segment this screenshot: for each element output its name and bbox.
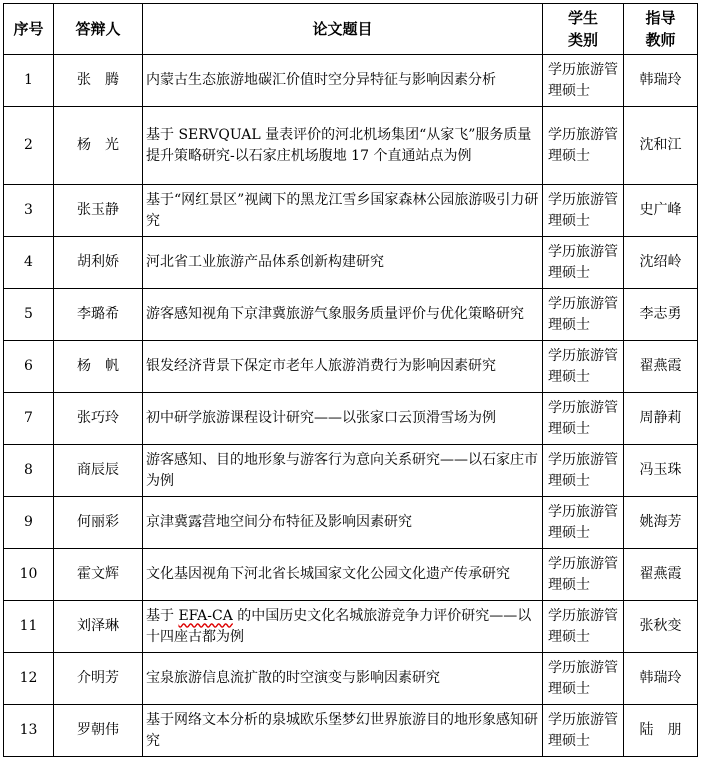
header-student-type: 学生 类别: [543, 4, 624, 55]
table-row: [4, 601, 698, 653]
header-advisor: 指导 教师: [624, 4, 698, 55]
row-index: 8: [4, 445, 54, 497]
title-prefix: 基于: [146, 607, 179, 624]
row-title: 银发经济背景下保定市老年人旅游消费行为影响因素研究: [143, 341, 543, 393]
row-advisor: 韩瑞玲: [624, 653, 698, 705]
title-suffix: 量表评价的河北机场集团“从家飞”服务质量提升策略研究-以石家庄机场腹地 17 个直通站点为例: [146, 126, 532, 164]
title-suffix: 的中国历史文化名城旅游竞争力评价研究——以十四座古都为例: [146, 607, 532, 645]
row-student-type: 学历旅游管理硕士: [543, 653, 624, 705]
row-index: 3: [4, 185, 54, 237]
row-index: 9: [4, 497, 54, 549]
row-advisor: 沈和江: [624, 107, 698, 185]
row-index: 12: [4, 653, 54, 705]
table-row: [4, 185, 698, 237]
row-defender: 何丽彩: [54, 497, 143, 549]
table-row: [4, 55, 698, 107]
table-row: [4, 393, 698, 445]
row-index: 10: [4, 549, 54, 601]
row-student-type: 学历旅游管理硕士: [543, 289, 624, 341]
table-row: [4, 653, 698, 705]
row-advisor: 翟燕霞: [624, 549, 698, 601]
row-advisor: 姚海芳: [624, 497, 698, 549]
row-defender: 商辰辰: [54, 445, 143, 497]
row-title: 文化基因视角下河北省长城国家文化公园文化遗产传承研究: [143, 549, 543, 601]
row-title: [143, 601, 543, 653]
table-row: [4, 237, 698, 289]
row-title: 游客感知视角下京津冀旅游气象服务质量评价与优化策略研究: [143, 289, 543, 341]
row-advisor: 翟燕霞: [624, 341, 698, 393]
row-student-type: 学历旅游管理硕士: [543, 107, 624, 185]
row-advisor: 周静莉: [624, 393, 698, 445]
row-title: 京津冀露营地空间分布特征及影响因素研究: [143, 497, 543, 549]
row-advisor: 史广峰: [624, 185, 698, 237]
header-defender: 答辩人: [54, 4, 143, 55]
row-student-type: 学历旅游管理硕士: [543, 185, 624, 237]
row-title: 初中研学旅游课程设计研究——以张家口云顶滑雪场为例: [143, 393, 543, 445]
row-student-type: 学历旅游管理硕士: [543, 497, 624, 549]
row-advisor: 韩瑞玲: [624, 55, 698, 107]
row-defender: 杨 帆: [54, 341, 143, 393]
table-row: [4, 549, 698, 601]
table-row: [4, 107, 698, 185]
row-defender: 李璐希: [54, 289, 143, 341]
row-index: 2: [4, 107, 54, 185]
row-title: 基于“网红景区”视阈下的黑龙江雪乡国家森林公园旅游吸引力研究: [143, 185, 543, 237]
row-student-type: 学历旅游管理硕士: [543, 237, 624, 289]
row-title: [143, 107, 543, 185]
row-index: 11: [4, 601, 54, 653]
row-student-type: 学历旅游管理硕士: [543, 549, 624, 601]
row-advisor: 陆 朋: [624, 705, 698, 757]
title-code: SERVQUAL: [178, 126, 261, 143]
table-row: [4, 497, 698, 549]
row-index: 4: [4, 237, 54, 289]
row-defender: 张巧玲: [54, 393, 143, 445]
row-title: 基于网络文本分析的泉城欧乐堡梦幻世界旅游目的地形象感知研究: [143, 705, 543, 757]
row-title: 内蒙古生态旅游地碳汇价值时空分异特征与影响因素分析: [143, 55, 543, 107]
row-index: 6: [4, 341, 54, 393]
table-row: [4, 445, 698, 497]
title-prefix: 基于: [146, 126, 179, 143]
table-row: [4, 341, 698, 393]
row-defender: 胡利娇: [54, 237, 143, 289]
row-title: 河北省工业旅游产品体系创新构建研究: [143, 237, 543, 289]
row-defender: 罗朝伟: [54, 705, 143, 757]
row-title: 宝泉旅游信息流扩散的时空演变与影响因素研究: [143, 653, 543, 705]
table-header-row: [4, 4, 698, 55]
row-defender: 张 腾: [54, 55, 143, 107]
row-student-type: 学历旅游管理硕士: [543, 445, 624, 497]
row-student-type: 学历旅游管理硕士: [543, 55, 624, 107]
row-defender: 刘泽琳: [54, 601, 143, 653]
row-advisor: 沈绍岭: [624, 237, 698, 289]
header-title: 论文题目: [143, 4, 543, 55]
row-student-type: 学历旅游管理硕士: [543, 393, 624, 445]
row-defender: 张玉静: [54, 185, 143, 237]
row-index: 5: [4, 289, 54, 341]
row-title: 游客感知、目的地形象与游客行为意向关系研究——以石家庄市为例: [143, 445, 543, 497]
row-student-type: 学历旅游管理硕士: [543, 705, 624, 757]
row-student-type: 学历旅游管理硕士: [543, 341, 624, 393]
row-advisor: 冯玉珠: [624, 445, 698, 497]
table-row: [4, 289, 698, 341]
thesis-defense-table: [3, 3, 698, 757]
row-index: 1: [4, 55, 54, 107]
row-index: 13: [4, 705, 54, 757]
row-advisor: 张秋变: [624, 601, 698, 653]
row-defender: 介明芳: [54, 653, 143, 705]
row-defender: 杨 光: [54, 107, 143, 185]
row-student-type: 学历旅游管理硕士: [543, 601, 624, 653]
title-code: EFA-CA: [178, 607, 233, 624]
row-advisor: 李志勇: [624, 289, 698, 341]
header-index: 序号: [4, 4, 54, 55]
row-index: 7: [4, 393, 54, 445]
row-defender: 霍文辉: [54, 549, 143, 601]
table-row: [4, 705, 698, 757]
